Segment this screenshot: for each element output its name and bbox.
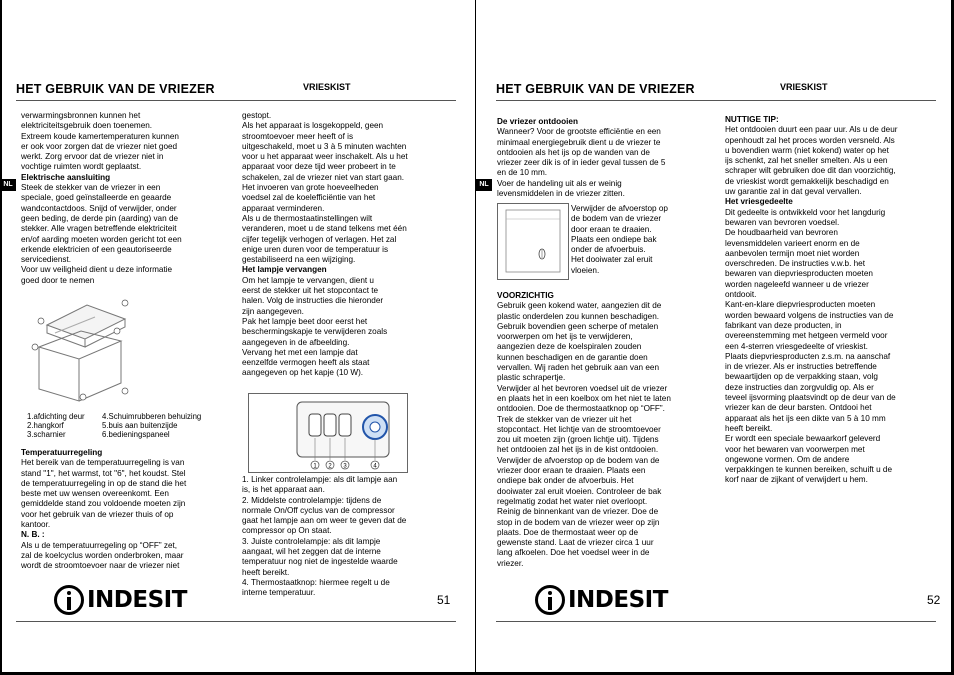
text-line: voor het bewaren van voorwerpen met [725, 444, 865, 454]
text-line: Plaats diepvriesproducten z.s.m. na aanschaf [725, 351, 891, 361]
text-line: minimaal energiegebruik dient u de vriezer te [497, 137, 661, 147]
text-line: schraper wilt gebruiken doe dit dan voorzichtig, [725, 166, 896, 176]
text-line: uitgeschakeld, moet u 3 à 5 minuten wachten [242, 141, 407, 151]
text-line: halen. Volg de instructies die hieronder [242, 296, 384, 306]
left-caption-4: 4.Schuimrubberen behuizing [102, 412, 202, 421]
text-line: schakelen, zal de vriezer niet van start gaan. [242, 172, 405, 182]
text-line: Voor uw veiligheid dient u deze informatie [21, 265, 173, 275]
text-line: gestopt. [242, 111, 272, 120]
text-line: De houdbaarheid van bevroren [725, 228, 838, 238]
text-line: levensmiddelen in de vriezer zitten. [497, 189, 625, 199]
text-line: Plaats een ondiepe bak [571, 234, 657, 244]
text-line: geen beding, de derde pin (aarding) van de [21, 213, 179, 223]
left-footer-rule [16, 621, 456, 622]
text-line: enige uren duren voor de temperatuur is [242, 244, 389, 254]
text-line: Het dooiwater zal eruit [571, 255, 653, 265]
page-divider [475, 0, 476, 675]
text-line: zou uit moeten zijn (groen lichtje uit). Tijdens [497, 435, 659, 445]
text-line: dooiwater zal eruit vloeien. Controleer de bak [497, 486, 662, 496]
text-line: stopcontact. Het lichtje van de stroomtoevoer [497, 424, 661, 434]
text-line: Verwijder al het bevroren voedsel uit de vriezer [497, 383, 668, 393]
right-page-title: HET GEBRUIK VAN DE VRIEZER [496, 82, 695, 96]
panel-number-1: 1 [313, 463, 317, 470]
left-caption-1: 1.afdichting deur [27, 412, 85, 421]
text-line: normale On/Off cyclus van de compressor [242, 505, 395, 515]
text-line: Verwijder de afvoerstop op de bodem van de [497, 455, 660, 465]
section-heading: N. B. : [21, 530, 45, 540]
left-page-number: 51 [437, 593, 451, 607]
text-line: wandcontactdoos. Snijd of verwijder, onder [21, 203, 177, 213]
text-line: vriezer kan de deur barsten. Ontdooi het [725, 403, 872, 413]
text-line: plaats. Doe de thermostaat weer op de [497, 527, 639, 537]
text-line: ontdooit. [725, 290, 757, 300]
left-header-rule [16, 100, 456, 101]
text-line: 4. Thermostaatknop: hiermee regelt u de [242, 577, 390, 587]
section-heading: VOORZICHTIG [497, 291, 554, 300]
text-line: u bovendien warm (niet kokend) water op het [725, 145, 889, 155]
left-logo-text: INDESIT [87, 587, 187, 613]
text-line: kunnen beschadigen en de garantie doen [497, 352, 648, 362]
panel-number-3: 3 [343, 463, 347, 470]
text-line: overeenstemming met hetgeen vermeld voor [725, 331, 888, 341]
text-line: Trek de stekker van de vriezer uit het [497, 414, 632, 424]
right-col1-bottom-text [497, 291, 702, 569]
text-line: worden bewaard volgens de instructies van de [725, 310, 894, 320]
text-line: ijs schenkt, zal het sneller smelten. Als u een [725, 156, 888, 166]
left-language-badge: NL [0, 179, 16, 191]
text-line: korf naar de zijkant of verwijdert u hem. [725, 475, 868, 485]
indesit-logo-icon [54, 585, 84, 615]
text-line: stand "1", het warmst, tot "6", het koudst. Stel [21, 468, 186, 478]
text-line: gestabiliseerd na een wijziging. [242, 255, 356, 265]
text-line: ontdooien als het ijs op de wanden van de [497, 147, 650, 157]
panel-number-4: 4 [373, 463, 377, 470]
text-line: plastic onderdelen zou kunnen beschadigen. [497, 311, 660, 321]
text-line: ongewone vormen. Om de andere [725, 454, 850, 464]
right-col2-text [725, 115, 940, 486]
text-line: Wanneer? Voor de grootste efficiëntie en een [497, 127, 661, 137]
text-line: gaat het lampje aan om weer te geven dat de [242, 516, 407, 526]
text-line: regelmatig zodat het water niet overloopt. [497, 496, 648, 506]
section-heading: Het vriesgedeelte [725, 197, 793, 207]
text-line: bewaartijden op de verpakking staan, volg [725, 372, 878, 382]
text-line: overschreden. De instructies v.w.b. het [725, 259, 866, 269]
text-line: door eraan te draaien. [571, 224, 652, 234]
text-line: Vervang het met een lampje dat [242, 347, 358, 357]
text-line: levensmiddelen varieert enorm en de [725, 238, 860, 248]
text-line: ondiepe bak onder de afvoerbuis. Het [497, 476, 634, 486]
text-line: bewaren van diepvriesproducten moeten [725, 269, 873, 279]
text-line: goed door te nemen [21, 275, 95, 285]
text-line: stop in de bodem van de vriezer weer op zijn [497, 517, 660, 527]
indesit-logo-icon [535, 585, 565, 615]
text-line: aangaat, wil het zeggen dat de interne [242, 547, 381, 557]
text-line: Reinig de binnenkant van de vriezer. Doe de [497, 507, 659, 517]
right-page-subtitle: VRIESKIST [780, 82, 828, 92]
text-line: deze instructies dan zorgvuldig op. Als er [725, 382, 874, 392]
text-line: eerst de stekker uit het stopcontact te [242, 286, 379, 296]
text-line: en plaats het in een koelbox om het niet te laten [497, 393, 671, 403]
text-line: verwarmingsbronnen kunnen het [21, 111, 141, 120]
left-caption-3: 3.scharnier [27, 430, 66, 439]
text-line: is, is het apparaat aan. [242, 485, 325, 495]
text-line: verpakkingen te kunnen bereiken, schuift u de [725, 465, 893, 475]
text-line: 3. Juiste controlelampje: als dit lampje [242, 536, 381, 546]
text-line: zijn aangegeven. [242, 306, 304, 316]
text-line: aangegeven in de afbeelding. [242, 337, 350, 347]
text-line: cijfer tegelijk verhogen of verlagen. Het zal [242, 234, 397, 244]
text-line: heeft bereikt. [725, 423, 773, 433]
text-line: aangezien deze de koelspiralen zouden [497, 342, 642, 352]
text-line: elektriciteitsgebruik doen toenemen. [21, 121, 153, 131]
left-col1-top-text [21, 111, 221, 286]
text-line: aangegeven op het kapje (10 W). [242, 368, 364, 378]
text-line: apparaat als het ijs een dikte van 5 à 10 mm [725, 413, 886, 423]
text-line: gemiddelde stand zou voldoende moeten zijn [21, 499, 186, 509]
text-line: een 4-sterren vriesgedeelte of vrieskist. [725, 341, 868, 351]
text-line: beschermingskapje te verwijderen zoals [242, 327, 388, 337]
text-line: beste met uw wensen overeenkomt. Een [21, 489, 169, 499]
text-line: servicedienst. [21, 255, 72, 265]
text-line: Voer de handeling uit als er weinig [497, 178, 622, 188]
text-line: 2. Middelste controlelampje: tijdens de [242, 495, 382, 505]
freezer-illustration [25, 297, 135, 405]
text-line: Als u de thermostaatinstellingen wilt [242, 213, 373, 223]
text-line: Het bereik van de temperatuurregeling is van [21, 458, 185, 468]
text-line: teveel ijsvorming plaatsvindt op de deur van de [725, 393, 896, 403]
text-line: vriezer zeer dik is of in ieder geval tussen de 5 [497, 158, 666, 168]
left-col1-bottom-text [21, 448, 226, 572]
right-header-rule [496, 100, 936, 101]
left-indesit-logo [54, 585, 187, 615]
text-line: Pak het lampje beet door eerst het [242, 316, 368, 326]
drain-plug-illustration [497, 203, 569, 280]
right-footer-rule [496, 621, 936, 622]
left-caption-6: 6.bedieningspaneel [102, 430, 170, 439]
text-line: Het ontdooien duurt een paar uur. Als u de deur [725, 125, 898, 135]
text-line: zal de koelcyclus worden onderbroken, maar [21, 550, 184, 560]
text-line: de vrieskist wordt gemakkelijk beschadigd en [725, 176, 889, 186]
text-line: stroomtoevoer meer heeft of is [242, 131, 354, 141]
text-line: apparaat verminderen. [242, 203, 325, 213]
right-indesit-logo [535, 585, 668, 615]
text-line: onder de afvoerbuis. [571, 245, 646, 255]
drain-instruction-text [571, 204, 701, 276]
text-line: eenzelfde vermogen heeft als staat [242, 358, 370, 368]
text-line: interne temperatuur. [242, 588, 316, 598]
left-col2-top-text [242, 111, 447, 379]
left-caption-5: 5.buis aan buitenzijde [102, 421, 178, 430]
section-heading: Elektrische aansluiting [21, 172, 111, 182]
text-line: de bodem van de vriezer [571, 214, 662, 224]
text-line: erkende elektricien of een geautoriseerde [21, 244, 172, 254]
text-line: Steek de stekker van de vriezer in een [21, 183, 161, 193]
text-line: compressor op On staat. [242, 526, 332, 536]
text-line: veranderen, moet u de stand telkens met één [242, 224, 407, 234]
text-line: vriezer. [497, 558, 524, 568]
text-line: Als het apparaat is losgekoppeld, geen [242, 121, 384, 131]
text-line: gewenste stand. Laat de vriezer circa 1 uur [497, 538, 654, 548]
left-page-title: HET GEBRUIK VAN DE VRIEZER [16, 82, 215, 96]
text-line: Verwijder de afvoerstop op [571, 204, 668, 213]
left-col2-bottom-text [242, 475, 452, 599]
text-line: werkt. Zorg ervoor dat de vriezer niet in [21, 152, 164, 162]
text-line: Het invoeren van grote hoeveelheden [242, 183, 379, 193]
text-line: Dit gedeelte is ontwikkeld voor het langdurig [725, 207, 886, 217]
section-heading: De vriezer ontdooien [497, 117, 578, 126]
control-panel-illustration [248, 393, 408, 473]
text-line: Extreem koude kamertemperaturen kunnen [21, 131, 179, 141]
text-line: temperatuur nog niet de ingestelde waarde [242, 557, 398, 567]
text-line: kantoor. [21, 520, 51, 530]
text-line: bewaren van bevroren voedsel. [725, 217, 840, 227]
text-line: Als u de temperatuurregeling op “OFF” zet, [21, 540, 178, 550]
text-line: de temperatuurregeling in op de stand die het [21, 478, 187, 488]
text-line: heeft bereikt. [242, 567, 290, 577]
text-line: het ontdooien zal het ijs in de kist ontdooien. [497, 445, 659, 455]
text-line: lang afkoelen. Doe het voedsel weer in de [497, 548, 650, 558]
text-line: worden nageleefd wanneer u de vriezer [725, 279, 869, 289]
section-heading: Het lampje vervangen [242, 265, 327, 275]
right-logo-text: INDESIT [568, 587, 668, 613]
text-line: vervallen. Wij raden het gebruik aan van een [497, 363, 660, 373]
text-line: Er wordt een speciale bewaarkorf geleverd [725, 434, 881, 444]
text-line: speciale, goed geïnstalleerde en geaarde [21, 193, 172, 203]
text-line: vriezer door eraan te draaien. Plaats een [497, 466, 646, 476]
text-line: Kant-en-klare diepvriesproducten moeten [725, 300, 876, 310]
text-line: voedsel zal de koelefficiëntie van het [242, 193, 376, 203]
text-line: uw garantie zal in dat geval vervallen. [725, 187, 862, 197]
text-line: 1. Linker controlelampje: als dit lampje aan [242, 475, 398, 484]
text-line: in de vriezer. Als er instructies betreffende [725, 362, 877, 372]
text-line: er ook voor zorgen dat de vriezer niet goed [21, 141, 178, 151]
text-line: voor u het apparaat weer inschakelt. Als u het [242, 152, 408, 162]
text-line: en de 10 mm. [497, 168, 548, 178]
text-line: Om het lampje te vervangen, dient u [242, 275, 374, 285]
text-line: openhoudt zal het proces worden versneld. Als [725, 135, 895, 145]
text-line: stekker. Alle vragen betreffende elektriciteit [21, 224, 177, 234]
text-line: wordt de stroomtoevoer naar de vriezer niet [21, 561, 180, 571]
section-heading: Temperatuurregeling [21, 448, 103, 457]
panel-number-2: 2 [328, 463, 332, 470]
text-line: plastic schrapertje. [497, 373, 566, 383]
page-border-left [0, 0, 2, 675]
right-language-badge: NL [476, 179, 492, 191]
left-caption-2: 2.hangkorf [27, 421, 64, 430]
text-line: vochtige ruimten wordt geplaatst. [21, 162, 142, 172]
text-line: apparaat voor deze tijd weer probeert in te [242, 162, 396, 172]
text-line: fabrikant van deze producten, in [725, 320, 842, 330]
right-page-number: 52 [927, 593, 941, 607]
text-line: aanbevolen termijn moet niet worden [725, 248, 860, 258]
text-line: ontdooien. Doe de thermostaatknop op “OFF”. [497, 404, 665, 414]
text-line: voor het gebruik van de vriezer thuis of op [21, 509, 174, 519]
text-line: en/of aarding moeten worden gericht tot een [21, 234, 182, 244]
left-page-subtitle: VRIESKIST [303, 82, 351, 92]
text-line: Gebruik geen kokend water, aangezien dit de [497, 301, 662, 311]
text-line: voorwerpen om het ijs te verwijderen, [497, 332, 633, 342]
text-line: Gebruik bovendien geen scherpe of metalen [497, 321, 659, 331]
section-heading: NUTTIGE TIP: [725, 115, 779, 124]
text-line: vloeien. [571, 265, 600, 275]
right-col1-top-text [497, 117, 702, 199]
